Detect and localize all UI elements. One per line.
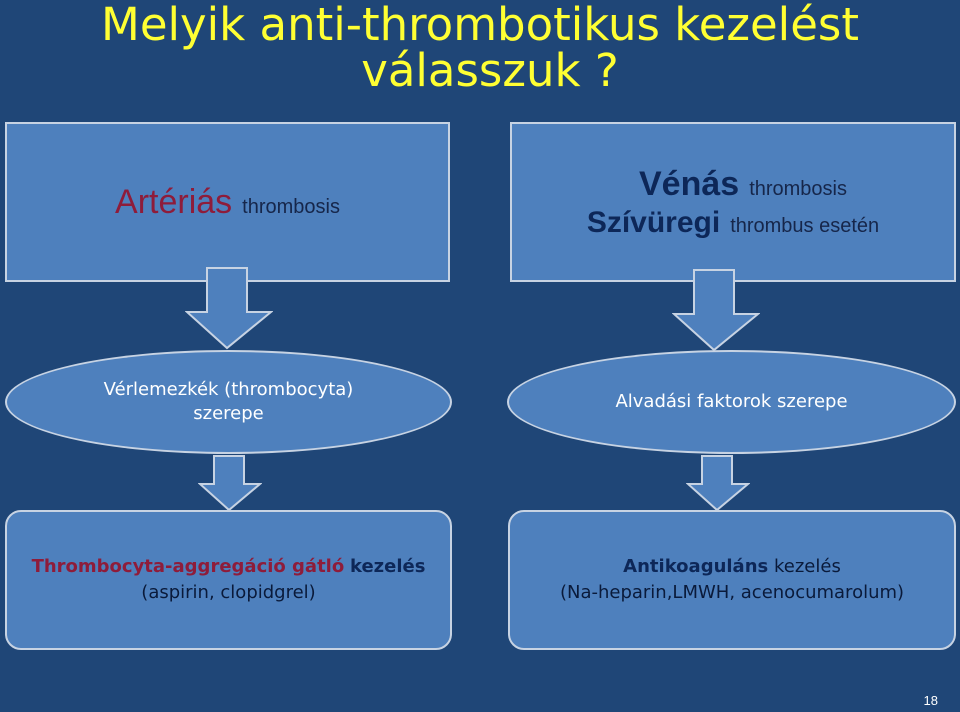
antiplatelet-label: Thrombocyta-aggregáció gátló — [31, 556, 345, 577]
arterial-thrombosis-label: thrombosis — [242, 195, 340, 218]
coagulation-role-ellipse — [507, 350, 956, 454]
antiplatelet-therapy-box — [5, 510, 452, 650]
down-arrow-icon — [185, 266, 273, 350]
down-arrow-icon — [672, 268, 760, 352]
platelet-role-line-2: szerepe — [193, 403, 264, 424]
anticoagulant-therapy-word: kezelés — [773, 556, 841, 577]
arterial-label: Artériás — [115, 182, 233, 221]
title-line-1: Melyik anti-thrombotikus kezelést — [101, 0, 859, 51]
anticoagulant-label: Antikoaguláns — [623, 556, 769, 577]
platelet-role-ellipse — [5, 350, 452, 454]
arterial-thrombosis-box — [5, 122, 450, 282]
platelet-role-line-1: Vérlemezkék (thrombocyta) — [103, 379, 354, 400]
down-arrow-icon — [198, 454, 262, 512]
anticoagulant-therapy-box — [508, 510, 956, 650]
venous-label: Vénás — [639, 164, 740, 203]
antiplatelet-drugs: (aspirin, clopidgrel) — [141, 582, 316, 603]
cardiac-label: Szívüregi — [586, 205, 721, 239]
title-line-2: válasszuk ? — [361, 44, 619, 97]
antiplatelet-therapy-word: kezelés — [349, 556, 426, 577]
venous-thrombosis-box — [510, 122, 956, 282]
page-number: 18 — [923, 693, 938, 708]
slide-title — [0, 0, 960, 97]
anticoagulant-drugs: (Na-heparin,LMWH, acenocumarolum) — [559, 582, 905, 603]
cardiac-thrombus-label: thrombus esetén — [730, 214, 880, 237]
down-arrow-icon — [686, 454, 750, 512]
venous-thrombosis-label: thrombosis — [749, 177, 847, 200]
coagulation-role-text: Alvadási faktorok szerepe — [615, 391, 848, 412]
